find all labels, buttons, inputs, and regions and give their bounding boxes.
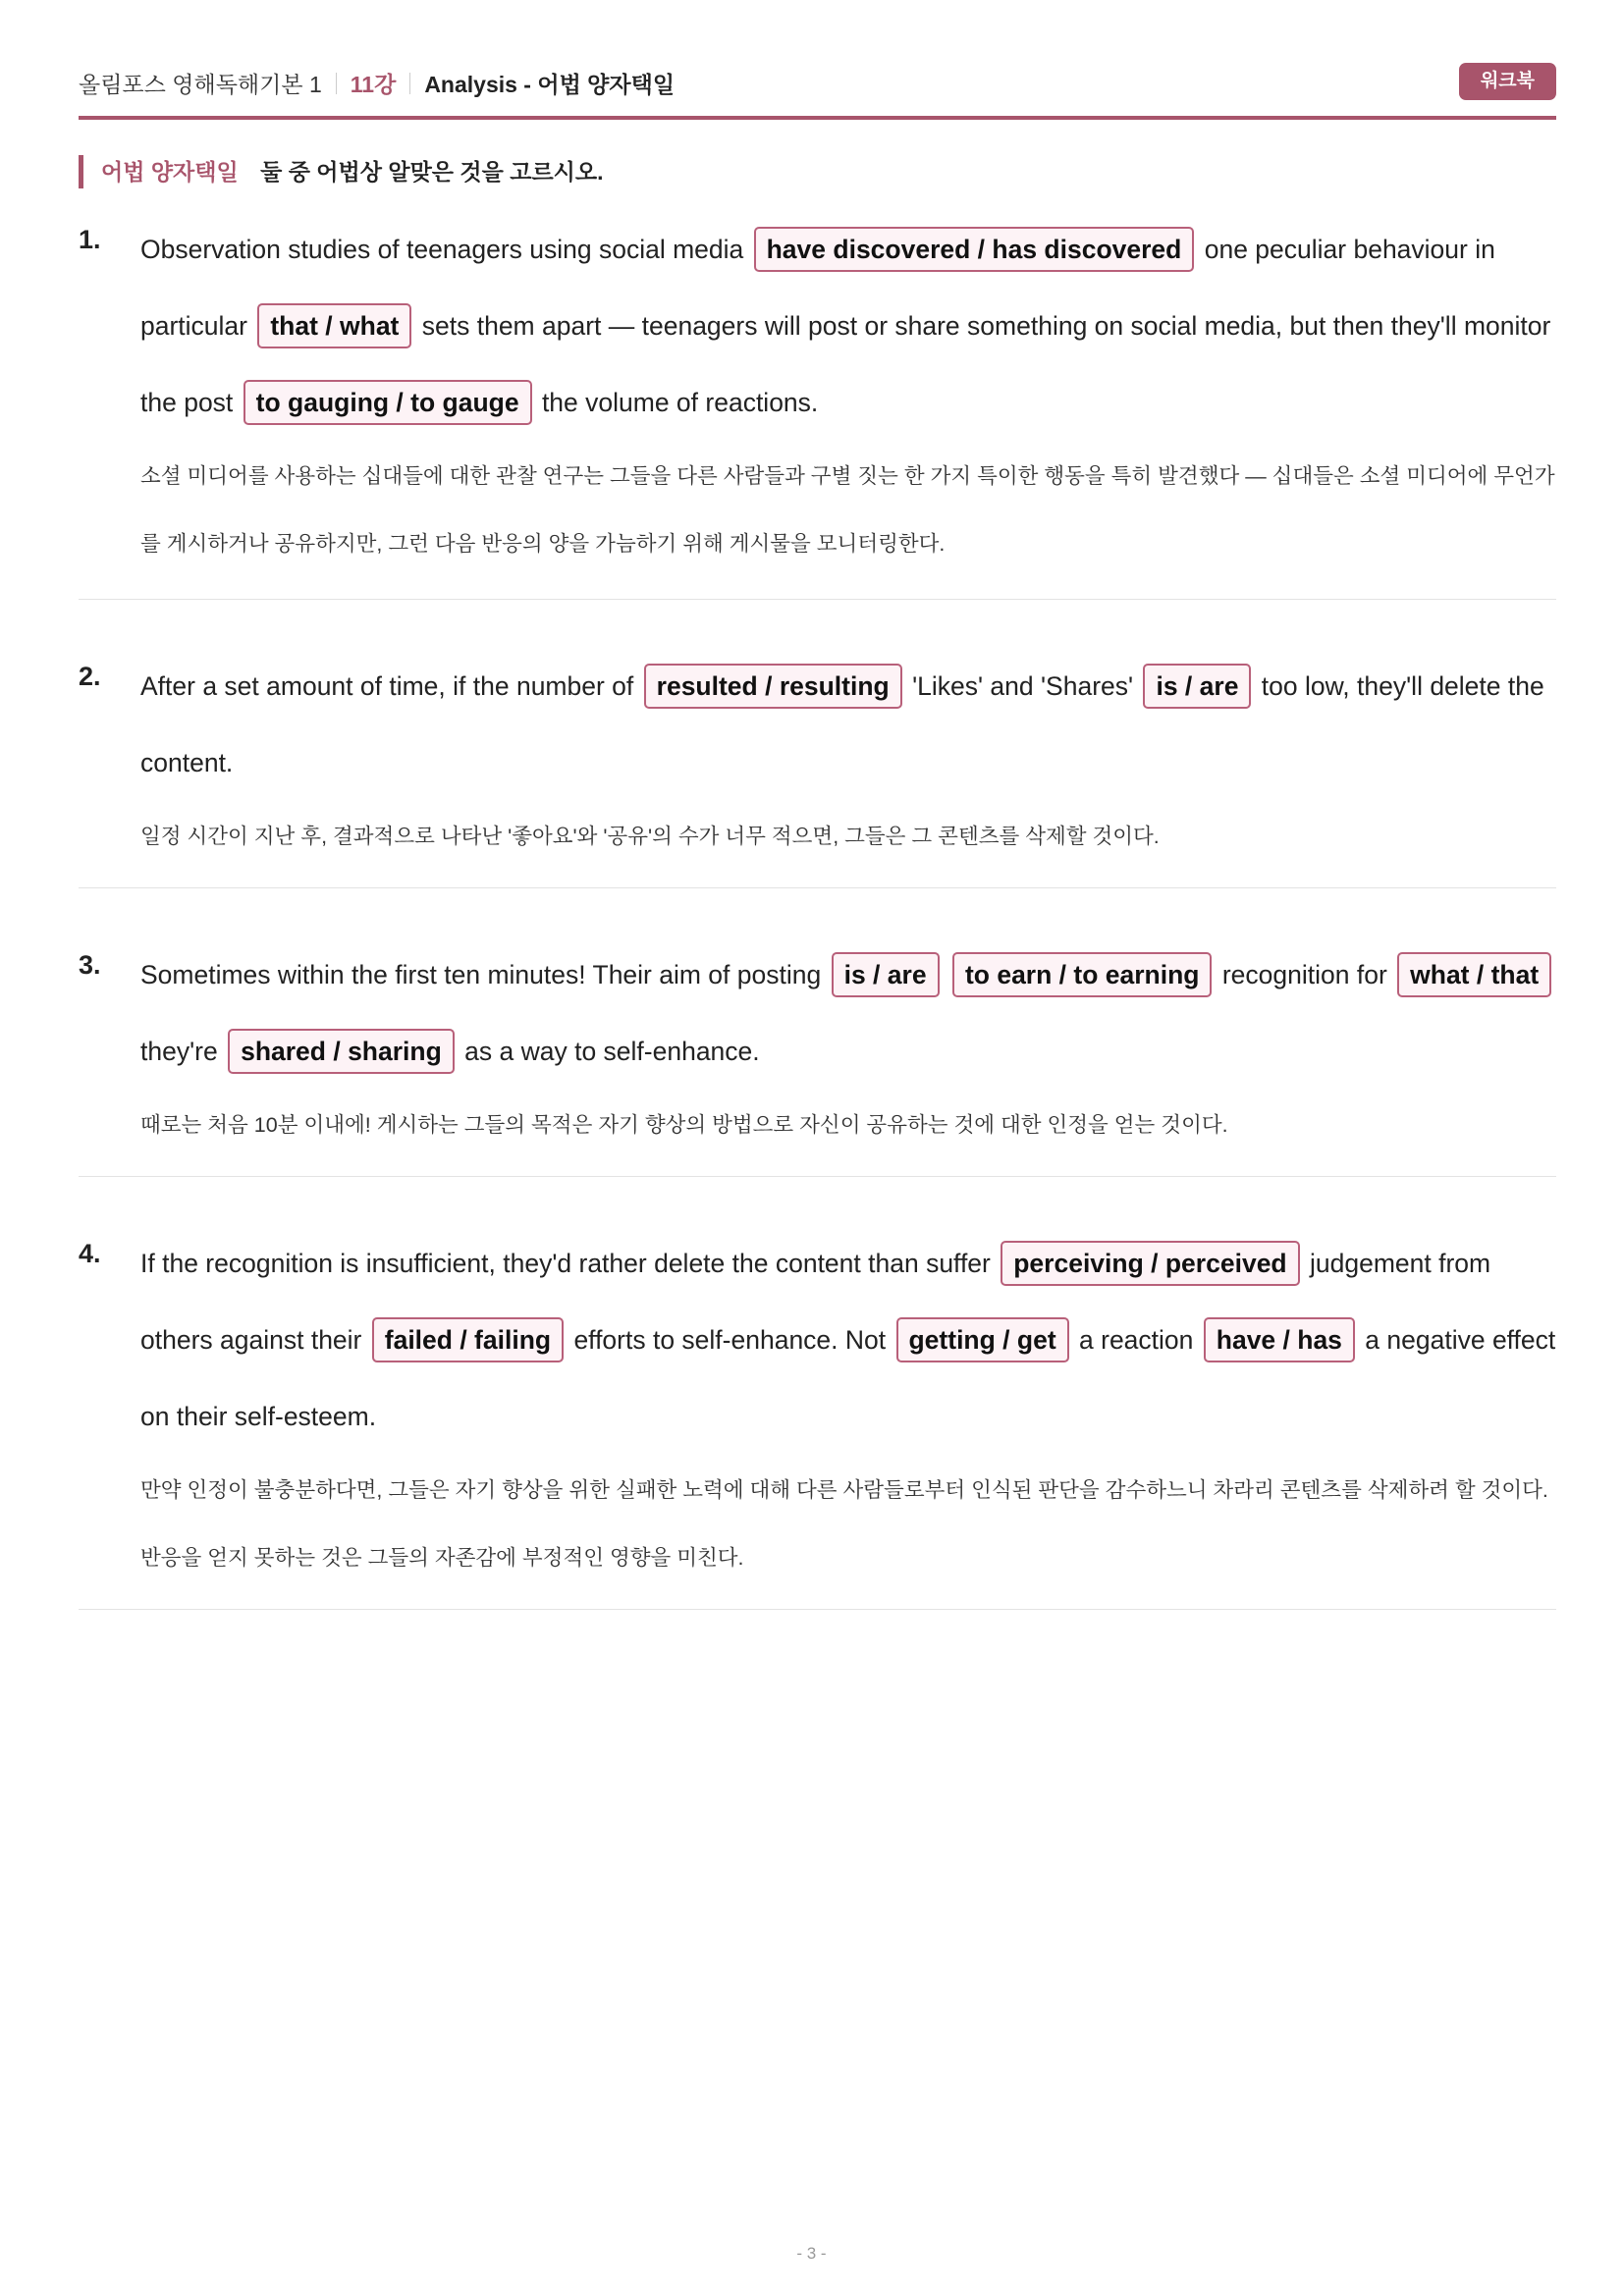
sentence-text: a reaction [1071, 1325, 1201, 1355]
question-number: 4. [79, 1239, 101, 1268]
header-info [79, 67, 675, 99]
translation-text: 때로는 처음 10분 이내에! 게시하는 그들의 목적은 자기 향상의 방법으로 자신이 공유하는 것에 대한 인정을 얻는 것이다. [140, 1113, 1228, 1137]
page-header [79, 61, 1556, 120]
sentence-text: Observation studies of teenagers using social media [140, 235, 751, 264]
sentence-text: as a way to self-enhance. [457, 1037, 760, 1066]
translation-text: 만약 인정이 불충분하다면, 그들은 자기 향상을 위한 실패한 노력에 대해 다른 사람들로부터 인식된 판단을 감수하느니 차라리 콘텐츠를 삭제하려 할 것이다. 반응을 얻지 못하는 것은 그들의 자존감에 부정적인 영향을 미친다. [140, 1478, 1548, 1570]
choice-box[interactable]: is / are [1143, 664, 1251, 709]
question-2 [79, 648, 1556, 871]
section-divider [79, 887, 1556, 888]
question-text [140, 211, 1556, 441]
choice-box[interactable]: is / are [832, 952, 940, 997]
question-text [140, 936, 1556, 1090]
choice-box[interactable]: to gauging / to gauge [243, 380, 532, 425]
translation-text: 소셜 미디어를 사용하는 십대들에 대한 관찰 연구는 그들을 다른 사람들과 구별 짓는 한 가지 특이한 행동을 특히 발견했다 — 십대들은 소셜 미디어에 무언가를 게시하거나 공유하지만, 그런 다음 반응의 양을 가늠하기 위해 게시물을 모니터링한다. [140, 464, 1555, 556]
sentence-text: If the recognition is insufficient, they'd rather delete the content than suffer [140, 1249, 999, 1278]
sentence-text: efforts to self-enhance. Not [567, 1325, 893, 1355]
section-divider [79, 599, 1556, 600]
choice-box[interactable]: that / what [257, 303, 411, 348]
header-separator [336, 73, 337, 94]
instruction-title: 어법 양자택일 [101, 159, 239, 185]
sentence-text: they're [140, 1037, 226, 1066]
book-title: 올림포스 영해독해기본 1 [79, 72, 322, 97]
sentence-text: judgement from others against their [140, 1249, 1491, 1355]
instruction-text: 둘 중 어법상 알맞은 것을 고르시오. [260, 159, 604, 185]
choice-box[interactable]: have / has [1204, 1317, 1355, 1362]
choice-box[interactable]: to earn / to earning [952, 952, 1213, 997]
header-separator [409, 73, 410, 94]
sentence-text: After a set amount of time, if the number of [140, 671, 641, 701]
choice-box[interactable]: shared / sharing [228, 1029, 455, 1074]
choice-box[interactable]: perceiving / perceived [1001, 1241, 1299, 1286]
sentence-text: recognition for [1215, 960, 1395, 989]
choice-box[interactable]: what / that [1397, 952, 1551, 997]
question-number: 1. [79, 225, 101, 254]
sentence-text: Sometimes within the first ten minutes! Their aim of posting [140, 960, 829, 989]
question-4 [79, 1225, 1556, 1592]
choice-box[interactable]: getting / get [896, 1317, 1069, 1362]
sentence-text: sets them apart — teenagers will post or share something on social media, but then they'll monitor the post [140, 311, 1551, 417]
sentence-text [943, 960, 949, 989]
question-text [140, 648, 1556, 801]
question-number: 3. [79, 950, 101, 980]
question-1 [79, 211, 1556, 578]
section-divider [79, 1176, 1556, 1177]
section-divider [79, 1609, 1556, 1610]
sentence-text: too low, they'll delete the content. [140, 671, 1544, 777]
question-text [140, 1225, 1556, 1455]
choice-box[interactable]: have discovered / has discovered [754, 227, 1195, 272]
sentence-text: one peculiar behaviour in particular [140, 235, 1495, 341]
sentence-text: the volume of reactions. [534, 388, 819, 417]
lesson-number: 11강 [350, 72, 397, 97]
lesson-topic: Analysis - 어법 양자택일 [424, 72, 676, 97]
page-number: - 3 - [796, 2244, 827, 2263]
sentence-text: 'Likes' and 'Shares' [904, 671, 1141, 701]
choice-box[interactable]: failed / failing [372, 1317, 564, 1362]
question-number: 2. [79, 662, 101, 691]
choice-box[interactable]: resulted / resulting [644, 664, 902, 709]
workbook-badge: 워크북 [1459, 63, 1556, 100]
translation-text: 일정 시간이 지난 후, 결과적으로 나타난 '좋아요'와 '공유'의 수가 너무 적으면, 그들은 그 콘텐츠를 삭제할 것이다. [140, 825, 1160, 848]
sentence-text: a negative effect on their self-esteem. [140, 1325, 1556, 1431]
question-3 [79, 936, 1556, 1159]
instruction [79, 155, 604, 188]
